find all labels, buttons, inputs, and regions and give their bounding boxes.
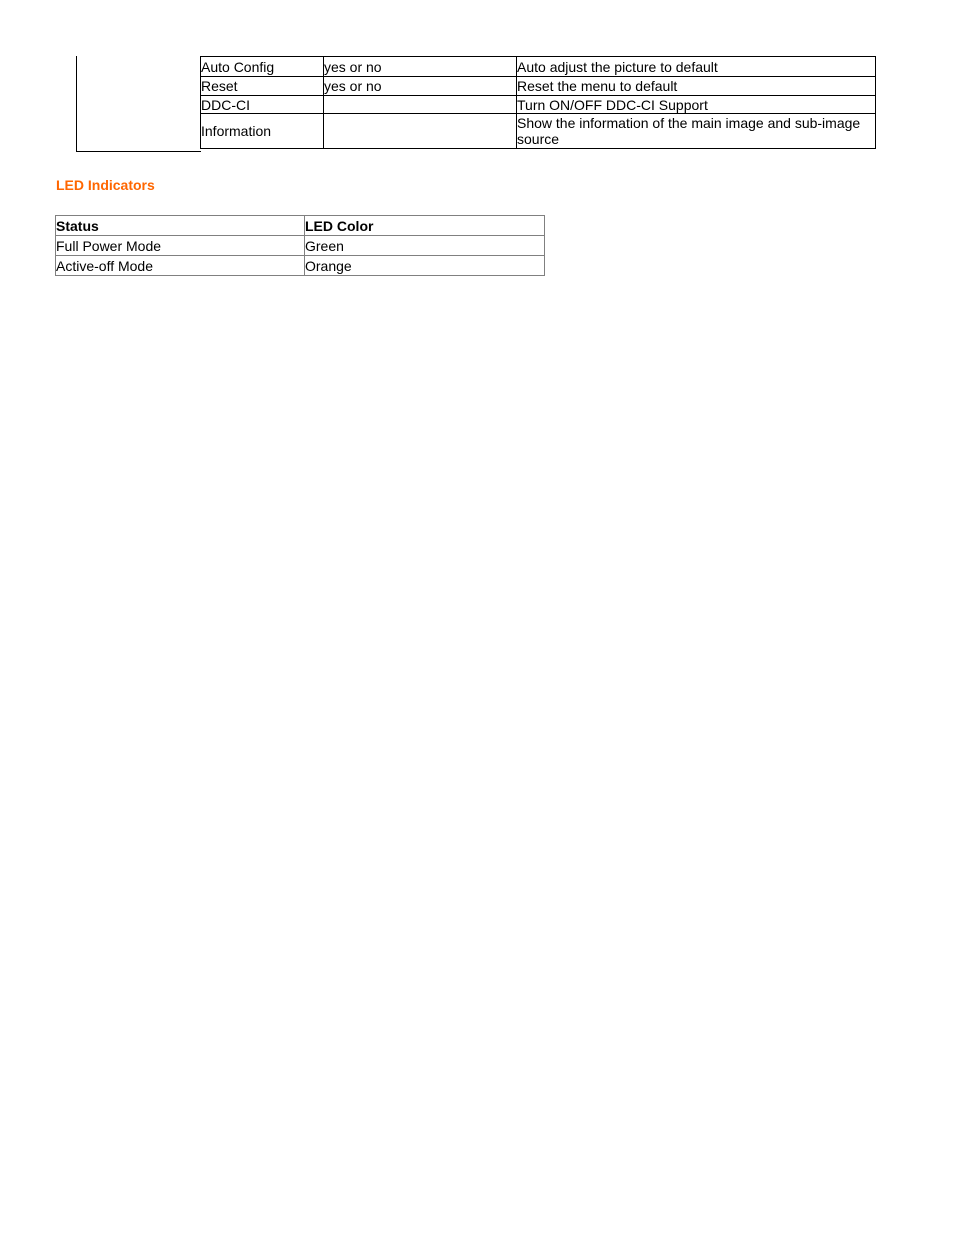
status-cell: Full Power Mode [56, 236, 305, 256]
osd-menu-group-cell [76, 56, 201, 152]
option-name: Information [201, 114, 324, 149]
column-header-led-color: LED Color [305, 216, 545, 236]
option-name: Auto Config [201, 57, 324, 77]
option-value: yes or no [324, 57, 517, 77]
led-color-cell: Orange [305, 256, 545, 276]
table-row [201, 114, 876, 149]
table-row [201, 77, 876, 96]
option-description: Auto adjust the picture to default [517, 57, 876, 77]
option-description: Show the information of the main image and sub-image source [517, 114, 876, 149]
led-indicators-heading: LED Indicators [56, 177, 155, 193]
column-header-status: Status [56, 216, 305, 236]
table-row [201, 96, 876, 114]
option-name: DDC-CI [201, 96, 324, 114]
status-cell: Active-off Mode [56, 256, 305, 276]
option-name: Reset [201, 77, 324, 96]
led-color-cell: Green [305, 236, 545, 256]
osd-menu-table-section [76, 56, 878, 152]
osd-menu-table [200, 56, 876, 149]
table-row [56, 256, 545, 276]
led-indicators-table [55, 215, 545, 276]
option-description: Turn ON/OFF DDC-CI Support [517, 96, 876, 114]
option-value [324, 114, 517, 149]
table-header-row [56, 216, 545, 236]
option-value: yes or no [324, 77, 517, 96]
option-value [324, 96, 517, 114]
table-row [56, 236, 545, 256]
option-description: Reset the menu to default [517, 77, 876, 96]
table-row [201, 57, 876, 77]
